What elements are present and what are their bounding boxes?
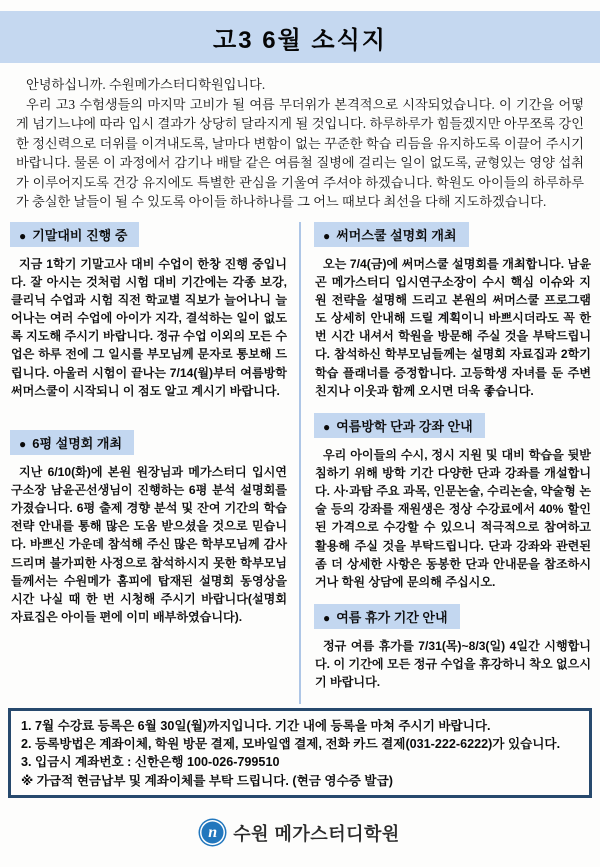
bullet-icon: ● xyxy=(19,436,27,451)
bullet-icon: ● xyxy=(323,228,331,243)
section-body: 우리 아이들의 수시, 정시 지원 및 대비 학습을 뒷받침하기 위해 방학 기간 다양한 단과 강좌를 개설합니다. 사·과탐 주요 과목, 인문논술, 수리논술, 약술형 논술 등의 강좌를 재원생은 정상 수강료에서 40% 할인된 가격으로 수강할 수 있으니 적극적으로 참여하고 활용해 주실 것을 부탁드립니다. 단과 강좌와 관련된 좀 더 상세한 사항은 동봉한 단과 안내문을 참조하시거나 학원 상담에 문의해 주십시오. xyxy=(315,447,591,589)
section-title: 여름 휴가 기간 안내 xyxy=(336,609,448,625)
page-title: 고3 6월 소식지 xyxy=(213,26,387,54)
notice-line: 3. 입금시 계좌번호 : 신한은행 100-026-799510 xyxy=(21,755,280,770)
section-title: 기말대비 진행 중 xyxy=(32,227,128,243)
section-header xyxy=(10,430,134,455)
section-body: 지난 6/10(화)에 본원 원장님과 메가스터디 입시연구소장 남윤곤선생님이 진행하는 6평 분석 설명회를 가졌습니다. 6평 출제 경향 분석 및 잔여 기간의 학습 전략 안내를 통해 많은 도움 받으셨을 것으로 믿습니다. 바쁘신 가운데 참석해 주신 많은 학부모님께 감사드리며 불가피한 사정으로 참석하시지 못한 학부모님들께서는 수원메가 홈피에 탑재된 설명회 동영상을 시간 나실 때 한 번 시청해 주시기 바랍니다(설명회 자료집은 아이들 편에 이미 배부하였습니다). xyxy=(11,464,287,624)
section-body: 지금 1학기 기말고사 대비 수업이 한창 진행 중입니다. 잘 아시는 것처럼 시험 대비 기간에는 각종 보강, 클리닉 수업과 시험 직전 학교별 직보가 늘어나니 늘어나는 여러 수업에 아이가 지각, 결석하는 일이 없도록 지도해 주시기 바랍니다. 정규 수업 이외의 모든 수업은 하루 전에 그 일시를 부모님께 문자로 통보해 드립니다. 아울러 시험이 끝나는 7/14(월)부터 여름방학 써머스쿨이 시작되니 이 점도 알고 계시기 바랍니다. xyxy=(11,256,287,398)
bullet-icon: ● xyxy=(323,610,331,625)
payment-notice-box xyxy=(8,708,592,799)
notice-line: ※ 가급적 현금납부 및 계좌이체를 부탁 드립니다. (현금 영수증 발급) xyxy=(21,773,393,788)
footer xyxy=(0,798,600,867)
bullet-icon: ● xyxy=(19,228,27,243)
section-header xyxy=(10,222,139,247)
megastudy-logo-icon: n xyxy=(200,820,225,845)
intro-paragraph: 우리 고3 수험생들의 마지막 고비가 될 여름 무더위가 본격적으로 시작되었습니다. 이 기간을 어떻게 넘기느냐에 따라 입시 결과가 상당히 달라지게 될 것입니다. 하루하루가 힘들겠지만 아무쪼록 강인한 정신력으로 더위를 이겨내도록, 날마다 변함이 없는 꾸준한 학습 리듬을 유지하도록 이끌어 주시기 바랍니다. 물론 이 과정에서 감기나 배탈 같은 여름철 질병에 걸리는 일이 없도록, 균형있는 영양 섭취가 이루어지도록 건강 유지에도 특별한 관심을 기울여 주셔야 하겠습니다. 학원도 아이들의 하루하루가 충실한 날들이 될 수 있도록 아이들 하나하나를 그 어느 때보다 최선을 다해 지도하겠습니다. xyxy=(16,96,584,210)
bullet-icon: ● xyxy=(323,419,331,434)
section-header xyxy=(314,222,469,247)
section-summer-courses xyxy=(314,413,592,591)
left-column xyxy=(10,222,299,704)
notice-line: 1. 7월 수강료 등록은 6월 30일(월)까지입니다. 기간 내에 등록을 마쳐 주시기 바랍니다. xyxy=(21,718,491,733)
academy-name: 수원 메가스터디학원 xyxy=(233,823,400,844)
section-summer-school-briefing xyxy=(314,222,592,400)
section-title: 여름방학 단과 강좌 안내 xyxy=(336,418,473,434)
section-body: 오는 7/4(금)에 써머스쿨 설명회를 개최합니다. 남윤곤 메가스터디 입시연구소장이 수시 핵심 이슈와 지원 전략을 설명해 드리고 본원의 써머스쿨 프로그램도 상세히 안내해 드릴 계획이니 바쁘시더라도 꼭 한 번 시간 내셔서 학원을 방문해 주실 것을 부탁드립니다. 참석하신 학부모님들께는 설명회 자료집과 2학기 학습 플래너를 증정합니다. 고등학생 자녀를 둔 주변 친지나 이웃과 함께 오시면 더욱 좋습니다. xyxy=(315,256,591,398)
section-header xyxy=(314,604,460,629)
section-summer-break xyxy=(314,604,592,691)
section-6pyeong-briefing xyxy=(10,430,288,626)
intro-section xyxy=(0,63,600,216)
section-body: 정규 여름 휴가를 7/31(목)~8/3(일) 4일간 시행합니다. 이 기간에 모든 정규 수업을 휴강하니 착오 없으시기 바랍니다. xyxy=(315,638,591,690)
notice-line: 2. 등록방법은 계좌이체, 학원 방문 결제, 모바일앱 결제, 전화 카드 결제(031-222-6222)가 있습니다. xyxy=(21,737,561,752)
section-title: 6평 설명회 개최 xyxy=(32,435,123,451)
section-final-exam-prep xyxy=(10,222,288,400)
two-column-body xyxy=(0,216,600,704)
right-column xyxy=(299,222,592,704)
title-band xyxy=(0,11,600,63)
intro-greeting: 안녕하십니까. 수원메가스터디학원입니다. xyxy=(26,77,266,92)
section-title: 써머스쿨 설명회 개최 xyxy=(336,227,457,243)
section-header xyxy=(314,413,485,438)
